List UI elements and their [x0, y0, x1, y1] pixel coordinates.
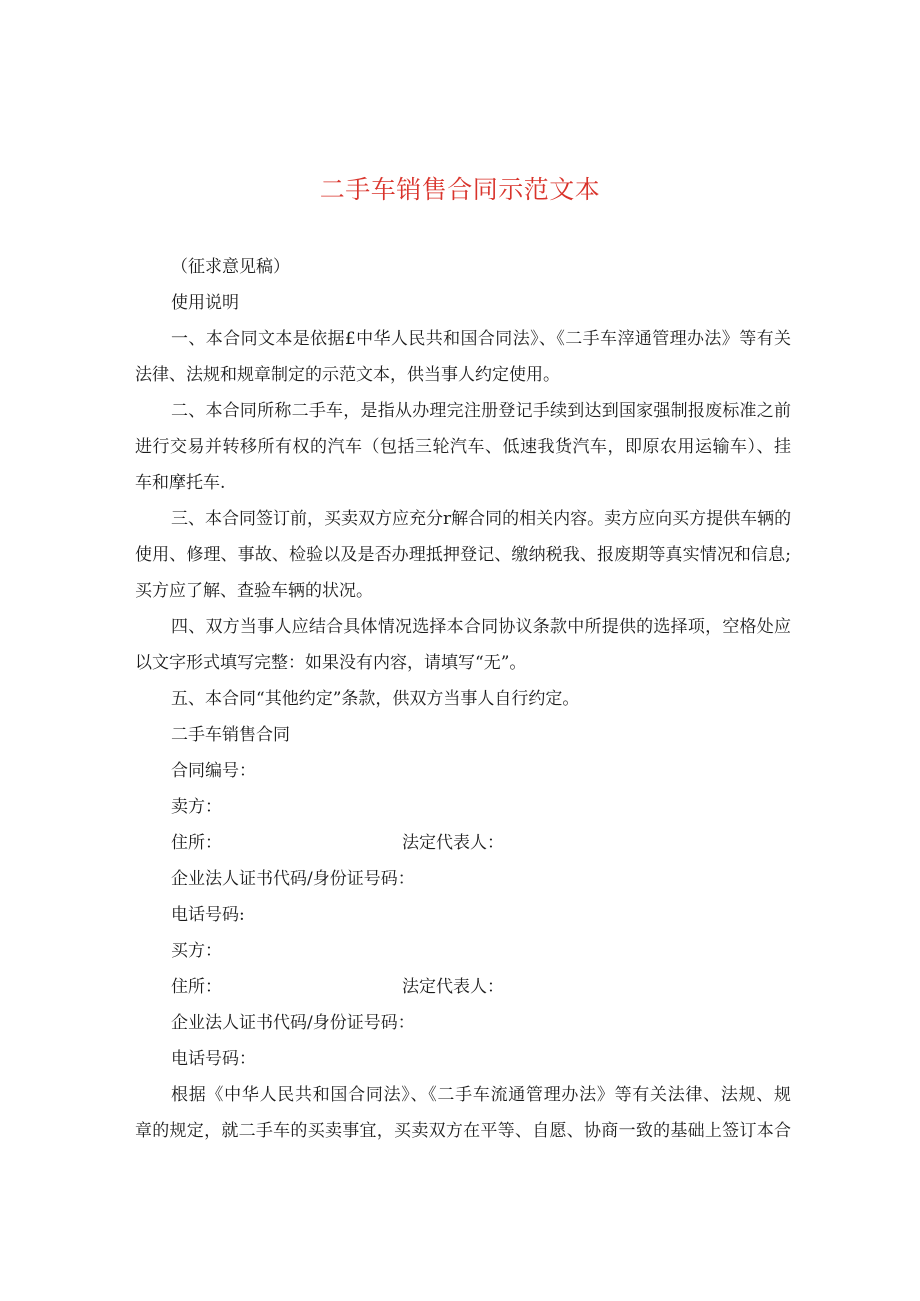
seller-label: 卖方： [171, 797, 222, 817]
instruction-line: 以文字形式填写完整：如果没有内容，请填写“无”。 [135, 653, 527, 673]
contract-number-label: 合同编号： [171, 761, 256, 781]
instruction-line: 一、本合同文本是依据£中华人民共和国合同法》、《二手车滓通管理办法》等有关 [171, 329, 791, 349]
instruction-line: 二、本合同所称二手车，是指从办理完注册登记手续到达到国家强制报废标准之前 [171, 401, 791, 421]
seller-section [135, 789, 791, 933]
seller-id-label: 企业法人证书代码/身份证号码： [171, 869, 415, 889]
seller-address-row [135, 825, 791, 861]
instruction-line: 买方应了解、查验车辆的状况。 [135, 581, 373, 601]
seller-legal-rep-label: 法定代表人： [402, 833, 504, 853]
instructions-heading: 使用说明 [171, 293, 239, 313]
draft-note: （征求意见稿） [171, 257, 290, 277]
document-body [135, 249, 791, 1149]
instruction-item-2 [135, 393, 791, 501]
seller-address-label: 住所： [171, 833, 222, 853]
instruction-line: 三、本合同签订前，买卖双方应充分r解合同的相关内容。卖方应向买方提供车辆的 [171, 509, 792, 529]
instruction-item-4 [135, 609, 791, 681]
seller-phone-label: 电话号码: [171, 905, 245, 925]
instruction-item-5 [135, 681, 791, 717]
buyer-section [135, 933, 791, 1077]
instruction-item-3 [135, 501, 791, 609]
preamble-line: 章的规定，就二手车的买卖事宜，买卖双方在平等、自愿、协商一致的基础上签订本合 [135, 1121, 791, 1141]
instruction-line: 五、本合同“其他约定”条款，供双方当事人自行约定。 [171, 689, 580, 709]
buyer-address-label: 住所： [171, 977, 222, 997]
document-title: 二手车销售合同示范文本 [319, 175, 601, 204]
instruction-line: 四、双方当事人应结合具体情况选择本合同协议条款中所提供的选择项，空格处应 [171, 617, 791, 637]
contract-preamble [135, 1077, 791, 1149]
instruction-line: 进行交易并转移所有权的汽车（包括三轮汽车、低速我货汽车，即原农用运输车）、挂 [135, 437, 791, 457]
instruction-line: 法律、法规和规章制定的示范文本，供当事人约定使用。 [135, 365, 560, 385]
buyer-address-row [135, 969, 791, 1005]
preamble-line: 根据《中华人民共和国合同法》、《二手车流通管理办法》等有关法律、法规、规 [171, 1085, 791, 1105]
buyer-id-label: 企业法人证书代码/身份证号码： [171, 1013, 415, 1033]
buyer-legal-rep-label: 法定代表人： [402, 977, 504, 997]
buyer-label: 买方： [171, 941, 222, 961]
instruction-item-1 [135, 321, 791, 393]
instruction-line: 车和摩托车. [135, 473, 226, 493]
buyer-phone-label: 电话号码： [171, 1049, 256, 1069]
instruction-line: 使用、修理、事故、检验以及是否办理抵押登记、缴纳税我、报废期等真实情况和信息; [135, 545, 791, 565]
contract-title: 二手车销售合同 [171, 725, 290, 745]
